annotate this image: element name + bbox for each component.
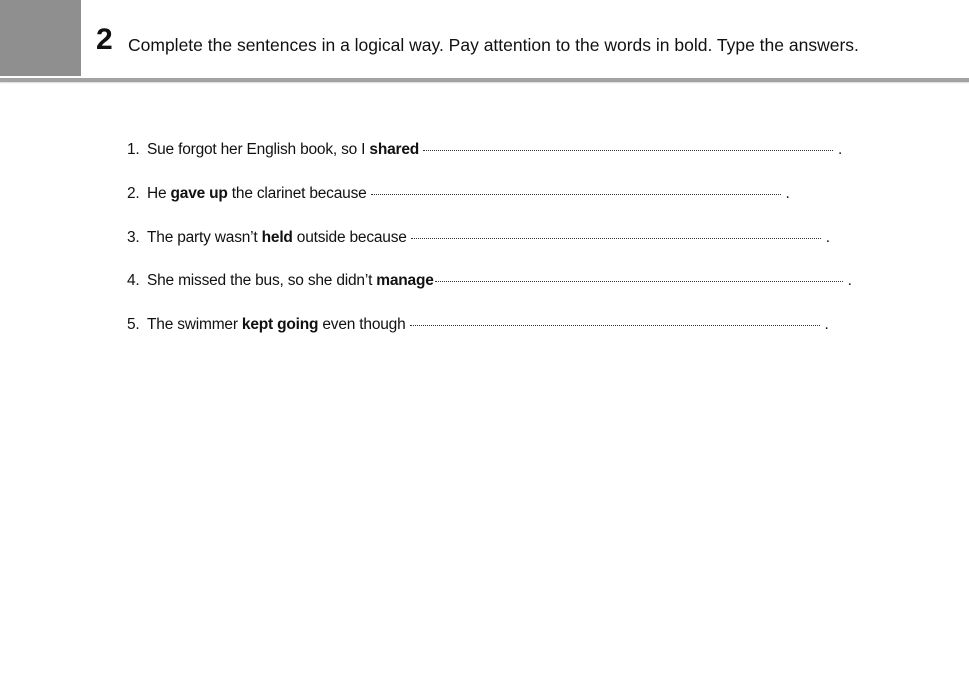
item-text: She missed the bus, so she didn’t manage xyxy=(147,272,434,290)
header-divider xyxy=(0,78,969,82)
item-number: 1. xyxy=(127,141,140,158)
keyword-bold: gave up xyxy=(170,184,228,202)
answer-field-1[interactable] xyxy=(423,148,833,151)
item-text: The party wasn’t held outside because xyxy=(147,228,407,246)
answer-field-5[interactable] xyxy=(410,323,820,326)
keyword-bold: shared xyxy=(369,141,420,158)
item-end-period: . xyxy=(838,141,843,158)
sentence-item-4 xyxy=(127,268,867,294)
exercise-instruction: Complete the sentences in a logical way. Pay attention to the words in bold. Type the answers. xyxy=(128,35,859,55)
item-number: 4. xyxy=(127,272,140,290)
keyword-bold: manage xyxy=(376,272,434,290)
keyword-bold: kept going xyxy=(241,316,319,334)
item-end-period: . xyxy=(847,272,852,290)
answer-field-3[interactable] xyxy=(411,236,821,239)
answer-field-2[interactable] xyxy=(371,192,781,195)
header-grey-block xyxy=(0,0,81,76)
item-text: Sue forgot her English book, so I shared xyxy=(147,141,420,158)
sentence-list xyxy=(127,137,867,356)
answer-field-4[interactable] xyxy=(435,279,843,282)
sentence-item-1 xyxy=(127,137,867,163)
item-text: He gave up the clarinet because xyxy=(147,184,367,202)
item-end-period: . xyxy=(825,228,830,246)
item-end-period: . xyxy=(824,316,829,334)
keyword-bold: held xyxy=(261,228,293,246)
item-end-period: . xyxy=(785,184,790,202)
item-text: The swimmer kept going even though xyxy=(147,316,406,334)
sentence-item-3 xyxy=(127,225,867,251)
item-number: 3. xyxy=(127,228,140,246)
item-number: 2. xyxy=(127,184,140,202)
sentence-item-5 xyxy=(127,312,867,338)
exercise-number: 2 xyxy=(96,23,113,56)
sentence-item-2 xyxy=(127,181,867,207)
item-number: 5. xyxy=(127,316,140,334)
exercise-header xyxy=(0,0,969,78)
